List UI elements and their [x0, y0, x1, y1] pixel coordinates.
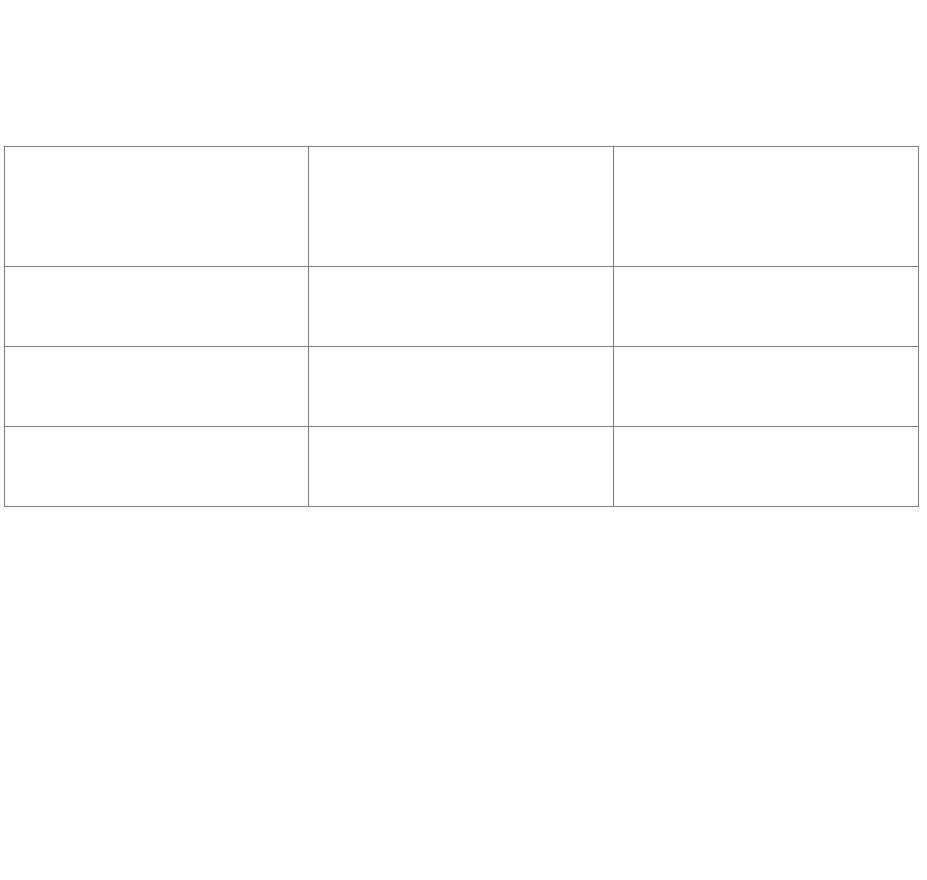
reign-years-cell	[309, 267, 614, 347]
events-cell	[614, 267, 919, 347]
header-events	[614, 147, 919, 267]
reign-years-cell	[309, 347, 614, 427]
table-row	[5, 347, 919, 427]
prince-name-cell	[5, 267, 309, 347]
princes-table	[4, 146, 919, 507]
header-reign-years	[309, 147, 614, 267]
table-row	[5, 267, 919, 347]
events-cell	[614, 427, 919, 507]
table-header-row	[5, 147, 919, 267]
prince-name-cell	[5, 427, 309, 507]
events-cell	[614, 347, 919, 427]
reign-years-cell	[309, 427, 614, 507]
prince-name-cell	[5, 347, 309, 427]
table-row	[5, 427, 919, 507]
header-prince-name	[5, 147, 309, 267]
